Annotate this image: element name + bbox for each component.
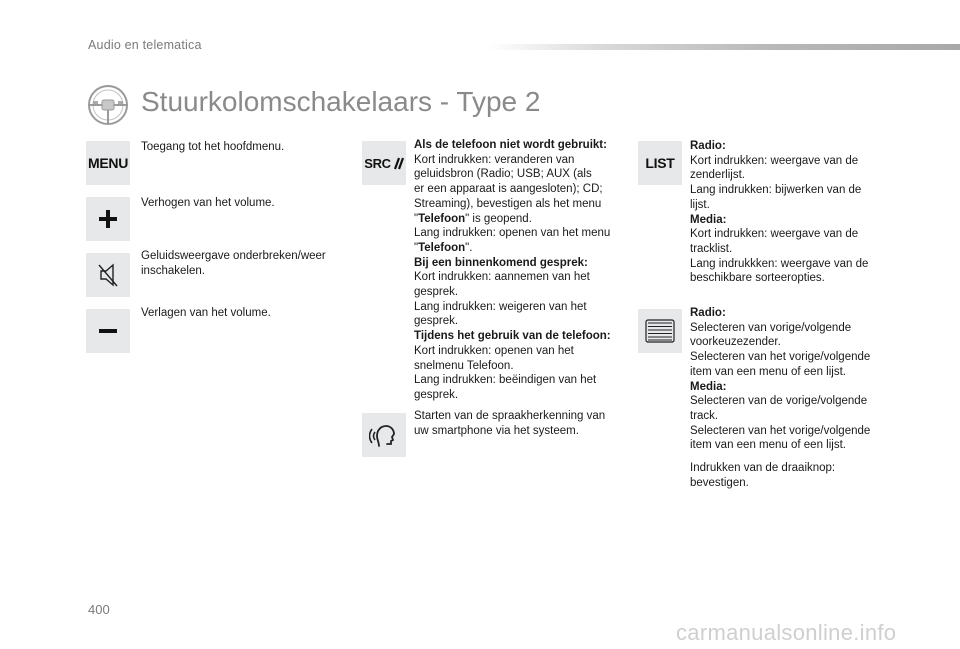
list-line: Lang indrukken: bijwerken van de (690, 184, 862, 197)
list-line: tracklist. (690, 242, 733, 255)
volume-down-description: Verlagen van het volume. (141, 307, 271, 319)
thumbwheel-line: item van een menu of een lijst. (690, 439, 846, 452)
list-line: Kort indrukken: weergave van de (690, 228, 859, 241)
press-line: bevestigen. (690, 476, 749, 489)
page-number: 400 (88, 602, 110, 617)
list-description (690, 139, 900, 286)
thumbwheel-button (638, 309, 682, 353)
src-line: Lang indrukken: openen van het menu (414, 227, 611, 240)
incoming-call-heading: Bij een binnenkomend gesprek: (414, 256, 588, 269)
thumbwheel-line: Selecteren van het vorige/volgende (690, 351, 871, 364)
minus-icon (97, 320, 119, 342)
list-line: Kort indrukken: weergave van de (690, 154, 859, 167)
voice-command-icon (369, 420, 399, 450)
list-line: lijst. (690, 198, 710, 211)
thumbwheel-line: Selecteren van de vorige/volgende (690, 395, 868, 408)
volume-up-description: Verhogen van het volume. (141, 197, 275, 209)
src-line: er een apparaat is aangesloten); CD; (414, 183, 603, 196)
list-label: LIST (645, 155, 675, 171)
menu-label: MENU (87, 155, 129, 171)
src-line: Kort indrukken: aannemen van het (414, 271, 590, 284)
src-line: snelmenu Telefoon. (414, 359, 514, 372)
src-line: gesprek. (414, 388, 459, 401)
section-title: Audio en telematica (88, 38, 202, 52)
watermark: carmanualsonline.info (676, 620, 897, 645)
src-line: gesprek. (414, 286, 459, 299)
thumbwheel-line: item van een menu of een lijst. (690, 365, 846, 378)
src-line: Kort indrukken: veranderen van (414, 153, 575, 166)
src-line: Streaming), bevestigen als het menu (414, 197, 602, 210)
media-heading: Media: (690, 213, 727, 226)
thumbwheel-description (690, 306, 900, 490)
header-gradient-bar (488, 44, 960, 50)
list-button (638, 141, 682, 185)
thumbwheel-line: voorkeuzezender. (690, 336, 781, 349)
src-line: geluidsbron (Radio; USB; AUX (als (414, 168, 592, 181)
src-line: Lang indrukken: weigeren van het (414, 300, 587, 313)
src-description (414, 138, 624, 403)
phone-in-use-heading: Tijdens het gebruik van de telefoon: (414, 330, 611, 343)
mute-speaker-icon (93, 260, 123, 290)
phone-slash-icon (392, 155, 404, 171)
voice-description (414, 409, 624, 438)
src-button (362, 141, 406, 185)
radio-heading: Radio: (690, 307, 726, 319)
voice-line: Starten van de spraakherkenning van (414, 410, 606, 422)
mute-button (86, 253, 130, 297)
list-line: beschikbare sorteeropties. (690, 272, 825, 285)
media-heading: Media: (690, 380, 727, 393)
radio-heading: Radio: (690, 140, 726, 152)
src-line: gesprek. (414, 315, 459, 328)
src-line: Kort indrukken: openen van het (414, 344, 574, 357)
menu-description: Toegang tot het hoofdmenu. (141, 141, 285, 153)
mute-description-line: Geluidsweergave onderbreken/weer (141, 250, 326, 262)
thumbwheel-icon (645, 319, 675, 343)
press-line: Indrukken van de draaiknop: (690, 462, 836, 475)
voice-line: uw smartphone via het systeem. (414, 424, 579, 437)
src-line: "Telefoon". (414, 241, 473, 254)
thumbwheel-line: Selecteren van het vorige/volgende (690, 424, 871, 437)
page-title: Stuurkolomschakelaars - Type 2 (141, 86, 541, 117)
volume-up-button (86, 197, 130, 241)
list-line: Lang indrukkken: weergave van de (690, 257, 869, 270)
src-line: Lang indrukken: beëindigen van het (414, 374, 597, 387)
volume-down-button (86, 309, 130, 353)
plus-icon (97, 208, 119, 230)
src-line: "Telefoon" is geopend. (414, 212, 532, 225)
list-line: zenderlijst. (690, 169, 745, 182)
steering-wheel-icon (86, 83, 130, 127)
menu-button (86, 141, 130, 185)
thumbwheel-line: track. (690, 409, 719, 422)
src-heading: Als de telefoon niet wordt gebruikt: (414, 139, 607, 151)
mute-description-line: inschakelen. (141, 264, 205, 277)
mute-description (141, 249, 326, 278)
thumbwheel-line: Selecteren van vorige/volgende (690, 321, 852, 334)
src-label: SRC (364, 155, 391, 171)
voice-command-button (362, 413, 406, 457)
